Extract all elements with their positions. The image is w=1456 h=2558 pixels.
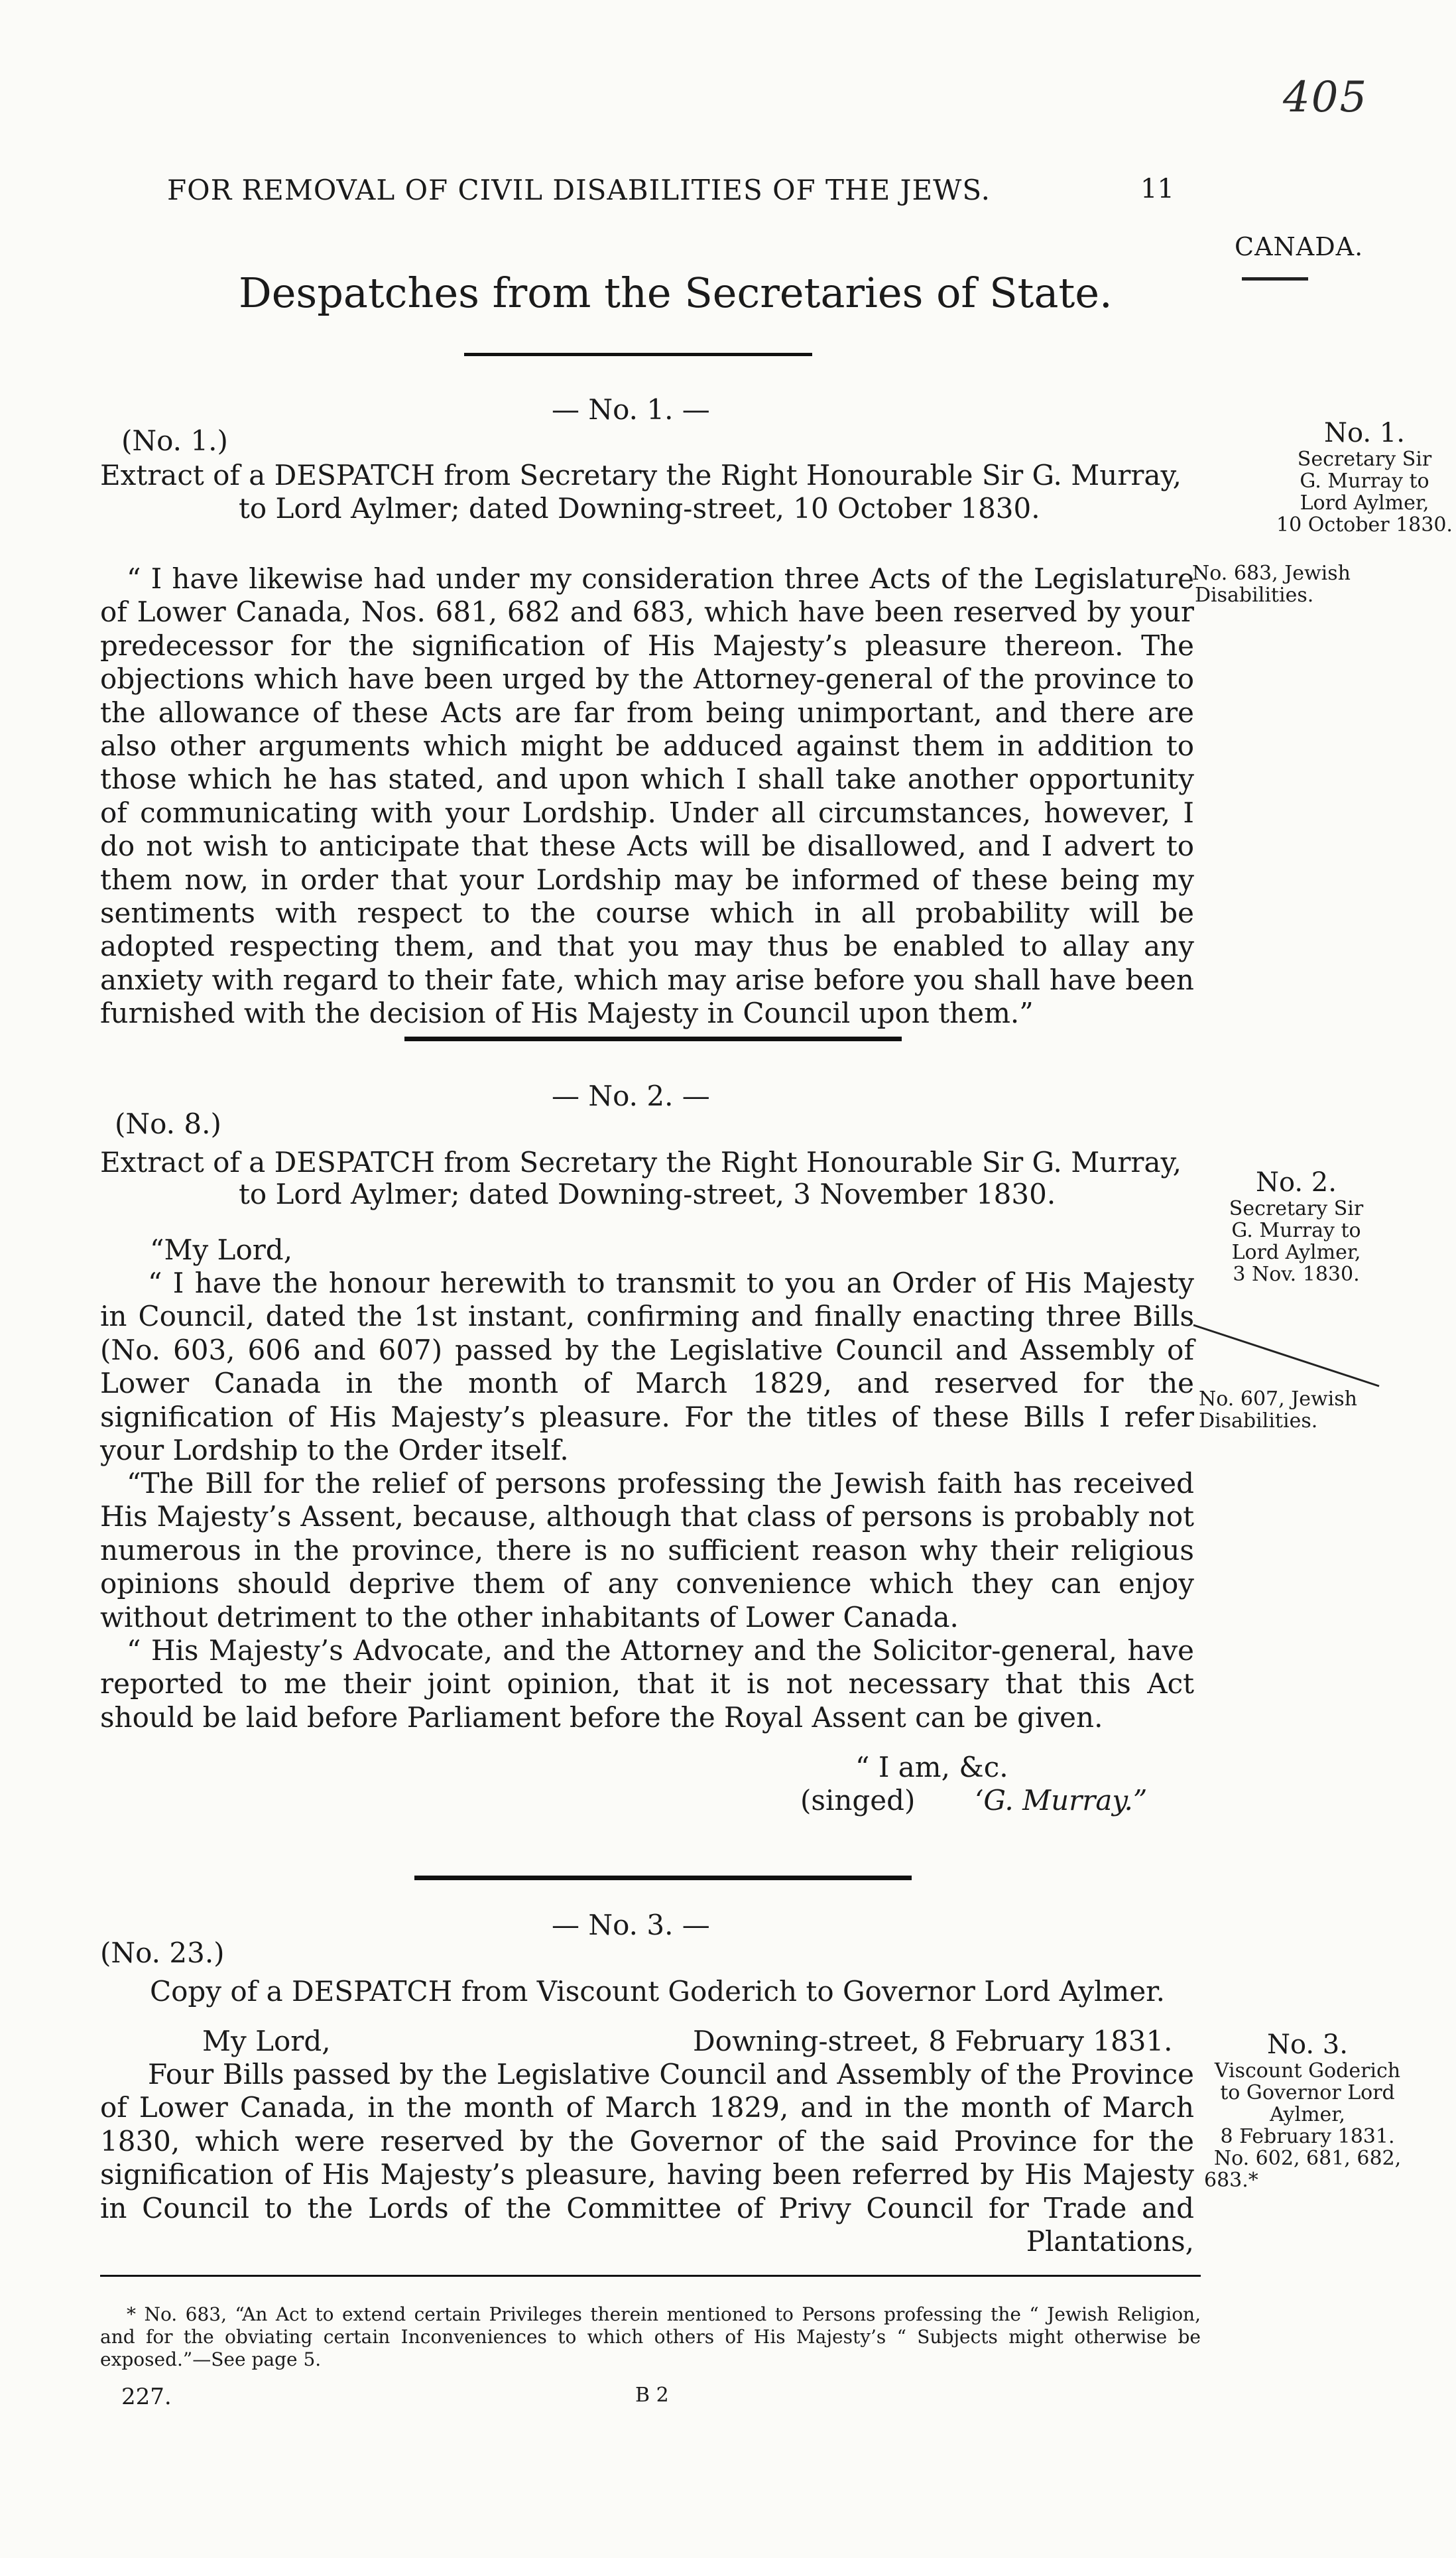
despatch-body-2-p3: “ His Majesty’s Advocate, and the Attorney and the Solicitor-general, have reported to me their joint opinion, that it is not necessary that this Act should be laid before Parliament before the Royal Assent can be given. <box>100 1634 1194 1734</box>
margin-note-2-line: Lord Aylmer, <box>1231 1241 1361 1264</box>
despatch-intro-2-line1: Extract of a DESPATCH from Secretary the Right Honourable Sir G. Murray, <box>100 1146 1182 1179</box>
despatch-salutation-2: “My Lord, <box>150 1234 293 1266</box>
despatch-ref-1: (No. 1.) <box>121 424 228 457</box>
margin-note-2-line: Secretary Sir <box>1229 1197 1364 1220</box>
section-heading-1: — No. 1. — <box>552 393 710 426</box>
title-rule <box>464 353 812 356</box>
margin-note-1-line: Secretary Sir <box>1297 448 1432 471</box>
signature-mark: B 2 <box>635 2384 669 2407</box>
margin-note-3-line: No. 602, 681, 682, <box>1213 2147 1402 2170</box>
despatch-ref-2: (No. 8.) <box>115 1108 221 1140</box>
margin-note-1b <box>1192 562 1411 606</box>
despatch-body-3: Four Bills passed by the Legislative Council and Assembly of the Province of Lower Canada, in the month of March 1829, and in the month of March 1830, which were reserved by the Governor of the said Province for the signification of His Majesty’s pleasure, having been referred by His Majesty in Council to the Lords of the Committee of Privy Council for Trade and Plantations, <box>100 2058 1194 2258</box>
section-heading-3: — No. 3. — <box>552 1909 710 1941</box>
margin-note-2-line: 3 Nov. 1830. <box>1233 1263 1360 1286</box>
section-rule-1 <box>404 1037 902 1041</box>
margin-note-2-line: G. Murray to <box>1231 1219 1361 1242</box>
despatch-salutation-3: My Lord, <box>202 2025 331 2057</box>
margin-note-3-number: No. 3. <box>1267 2029 1348 2060</box>
margin-note-3-line: Aylmer, <box>1270 2103 1345 2126</box>
pencil-page-number: 405 <box>1283 73 1368 122</box>
margin-note-2b <box>1199 1388 1418 1432</box>
signature-2: ‘G. Murray.” <box>975 1784 1148 1817</box>
margin-note-1 <box>1258 418 1456 536</box>
margin-note-2-number: No. 2. <box>1256 1167 1337 1198</box>
margin-note-3 <box>1201 2029 1414 2191</box>
signed-label-2: (singed) <box>800 1784 916 1817</box>
despatch-dateline-3: Downing-street, 8 February 1831. <box>693 2025 1173 2057</box>
margin-note-1b-line: Disabilities. <box>1195 584 1314 607</box>
despatch-body-2-p1: “ I have the honour herewith to transmit to you an Order of His Majesty in Council, dated the 1st instant, confirming and finally enacting three Bills (No. 603, 606 and 607) passed by the Legislative Council and Assembly of Lower Canada in the month of March 1829, and reserved for the signification of His Majesty’s pleasure. For the titles of these Bills I refer your Lordship to the Order itself. <box>100 1267 1194 1467</box>
margin-note-3-line: Viscount Goderich <box>1214 2059 1401 2082</box>
margin-note-1-number: No. 1. <box>1324 418 1405 448</box>
margin-note-2 <box>1190 1167 1402 1285</box>
despatch-body-1: “ I have likewise had under my consideration three Acts of the Legislature of Lower Canada, Nos. 681, 682 and 683, which have been reserved by your predecessor for the signification of His Majesty’s pleasure thereon. The objections which have been urged by the Attorney-general of the province to the allowance of these Acts are far from being unimportant, and there are also other arguments which might be adduced against them in addition to those which he has stated, and upon which I shall take another opportunity of communicating with your Lordship. Under all circumstances, however, I do not wish to anticipate that these Acts will be disallowed, and I advert to them now, in order that your Lordship may be informed of these being my sentiments with respect to the course which in all probability will be adopted respecting them, and that you may thus be enabled to allay any anxiety with regard to their fate, which may arise before you shall have been furnished with the decision of His Majesty in Council upon them.” <box>100 562 1194 1030</box>
margin-note-1-line: Lord Aylmer, <box>1300 491 1429 515</box>
despatch-intro-1-line1: Extract of a DESPATCH from Secretary the Right Honourable Sir G. Murray, <box>100 459 1182 491</box>
running-head: FOR REMOVAL OF CIVIL DISABILITIES OF THE JEWS. <box>167 174 991 206</box>
despatch-ref-3: (No. 23.) <box>100 1937 225 1969</box>
despatch-intro-3: Copy of a DESPATCH from Viscount Goderich to Governor Lord Aylmer. <box>150 1975 1165 2008</box>
despatch-body-2-p2: “The Bill for the relief of persons professing the Jewish faith has received His Majesty’s Assent, because, although that class of persons is probably not numerous in the province, there is no sufficient reason why their religious opinions should deprive them of any convenience which they can enjoy without detriment to the other inhabitants of Lower Canada. <box>100 1467 1194 1633</box>
margin-note-1-line: G. Murray to <box>1300 470 1429 493</box>
margin-note-3-line: to Governor Lord <box>1220 2081 1395 2104</box>
section-heading-2: — No. 2. — <box>552 1080 710 1112</box>
despatch-closing-2: “ I am, &c. <box>855 1751 1008 1783</box>
despatch-intro-2-line2: to Lord Aylmer; dated Downing-street, 3 November 1830. <box>239 1178 1056 1210</box>
margin-head-rule <box>1242 277 1308 281</box>
print-number: 227. <box>121 2384 172 2410</box>
section-rule-2 <box>414 1876 912 1880</box>
margin-note-1b-line: No. 683, Jewish <box>1192 562 1351 585</box>
despatch-intro-1-line2: to Lord Aylmer; dated Downing-street, 10 October 1830. <box>239 492 1040 525</box>
margin-note-1-line: 10 October 1830. <box>1276 513 1453 537</box>
margin-pointer-line <box>1187 1320 1386 1393</box>
margin-note-2b-line: No. 607, Jewish <box>1199 1387 1357 1411</box>
margin-note-3-line: 683.* <box>1204 2169 1258 2192</box>
page-number: 11 <box>1140 174 1174 204</box>
margin-head: CANADA. <box>1235 232 1364 261</box>
footnote: * No. 683, “An Act to extend certain Privileges therein mentioned to Persons professing the “ Jewish Religion, and for the obviating certain Inconveniences to which others of His Majesty’s “ Subjects might otherwise be exposed.”—See page 5. <box>100 2303 1201 2370</box>
footnote-rule <box>100 2275 1201 2277</box>
page-title: Despatches from the Secretaries of State. <box>239 269 1113 317</box>
margin-note-2b-line: Disabilities. <box>1199 1409 1318 1433</box>
margin-note-3-line: 8 February 1831. <box>1220 2125 1395 2148</box>
